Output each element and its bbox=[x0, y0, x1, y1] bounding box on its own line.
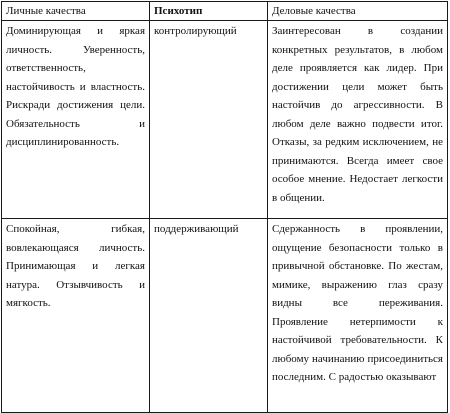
header-psychotype: Психотип bbox=[150, 2, 268, 21]
header-business-qualities: Деловые качества bbox=[268, 2, 448, 21]
cell-personal-qualities: Доминирующая и яркая личность. Уверенность, ответственность, настойчивость и властность. Рискради достижения цели. Обязательность и дисциплинированность. bbox=[2, 21, 150, 219]
cell-personal-qualities: Спокойная, гибкая, вовлекающаяся личность. Принимающая и легкая натура. Отзывчивость и мягкость. bbox=[2, 219, 150, 413]
header-personal-qualities: Личные качества bbox=[2, 2, 150, 21]
table-row bbox=[2, 219, 448, 413]
cell-business-qualities: Сдержанность в проявлении, ощущение безопасности только в привычной обстановке. По жестам, мимике, выражению глаз сразу видны все переживания. Проявление нетерпимости к настойчивой требовательности. К любому начинанию присоединиться последним. С радостью оказывают bbox=[268, 219, 448, 413]
psychotype-table bbox=[1, 1, 448, 413]
table-header-row bbox=[2, 2, 448, 21]
cell-psychotype: поддерживающий bbox=[150, 219, 268, 413]
cell-business-qualities: Заинтересован в создании конкретных результатов, в любом деле проявляется как лидер. При достижении цели может быть настойчив до агрессивности. В любом деле важно подвести итог. Отказы, за редким исключением, не принимаются. Всегда имеет свое особое мнение. Недостает легкости в общении. bbox=[268, 21, 448, 219]
cell-psychotype: контролирующий bbox=[150, 21, 268, 219]
table-row bbox=[2, 21, 448, 219]
